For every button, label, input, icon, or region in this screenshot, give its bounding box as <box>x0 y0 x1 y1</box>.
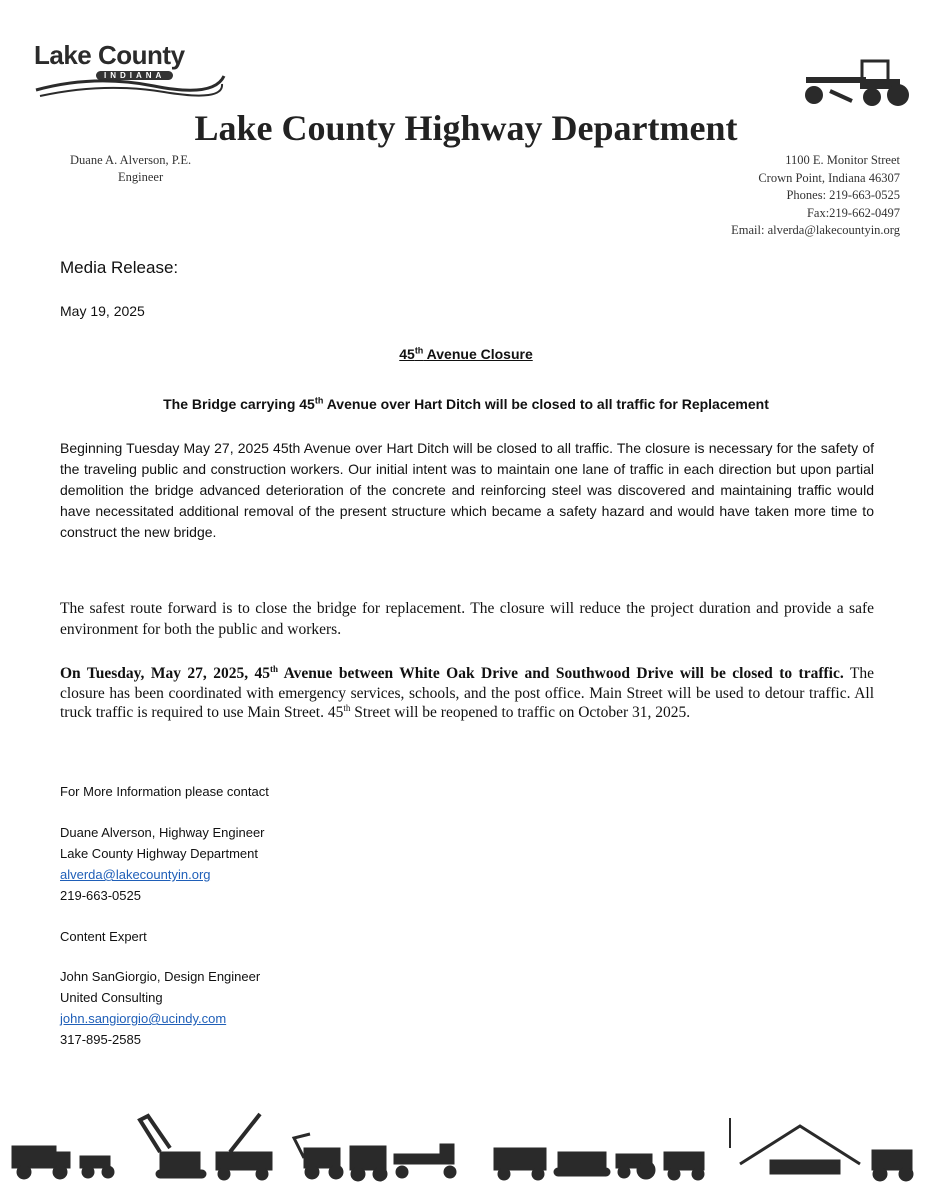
road-grader-icon <box>800 57 916 107</box>
contact-1-phone: 219-663-0525 <box>60 888 141 903</box>
logo-state: INDIANA <box>96 71 173 80</box>
contact-1-name: Duane Alverson, Highway Engineer <box>60 825 265 840</box>
engineer-name: Duane A. Alverson, P.E. <box>70 153 192 167</box>
contact-2 <box>60 966 260 1050</box>
logo-title: Lake County <box>34 40 185 70</box>
contact-2-name: John SanGiorgio, Design Engineer <box>60 969 261 984</box>
fax: Fax:219-662-0497 <box>806 205 900 220</box>
contact-1-email-link[interactable]: alverda@lakecountyin.org <box>60 867 211 882</box>
email: Email: alverda@lakecountyin.org <box>731 223 900 237</box>
lake-county-logo <box>34 40 229 100</box>
contact-2-org: United Consulting <box>60 990 163 1005</box>
media-release-label: Media Release: <box>60 258 179 277</box>
release-date: May 19, 2025 <box>60 303 145 319</box>
paragraph-1: Beginning Tuesday May 27, 2025 45th Avenue over Hart Ditch will be closed to all traffic. The closure is necessary for the safety of the traveling public and construction workers. Our initial intent was to maintain one lane of traffic in each direction but upon partial demolition the bridge advanced deterioration of the concrete and reinforcing steel was discovered and maintaining traffic would have necessitated additional removal of the present structure which became a safety hazard and would have taken more time to construct the new bridge. <box>60 440 874 540</box>
engineer-title: Engineer <box>118 170 164 184</box>
logo-swoosh-icon <box>34 70 229 102</box>
headline: 45th Avenue Closure <box>399 345 533 362</box>
contact-1-org: Lake County Highway Department <box>60 846 258 861</box>
engineer-block <box>70 152 191 186</box>
contact-1 <box>60 822 265 906</box>
contact-intro: For More Information please contact <box>60 784 269 799</box>
subheadline: The Bridge carrying 45th Avenue over Hart Ditch will be closed to all traffic for Replacement <box>163 395 769 412</box>
department-title: Lake County Highway Department <box>194 108 738 148</box>
address-block <box>731 152 900 240</box>
paragraph-2: The safest route forward is to close the bridge for replacement. The closure will reduce the project duration and provide a safe environment for both the public and workers. <box>60 600 874 638</box>
address-street: 1100 E. Monitor Street <box>785 153 900 167</box>
paragraph-3: On Tuesday, May 27, 2025, 45th Avenue between White Oak Drive and Southwood Drive will be closed to traffic. The closure has been coordinated with emergency services, schools, and the post office. Main Street will be used to detour traffic. All truck traffic is required to use Main Street. 45th Street will be reopened to traffic on October 31, 2025. <box>60 663 874 721</box>
contact-2-email-link[interactable]: john.sangiorgio@ucindy.com <box>60 1011 227 1026</box>
contact-2-phone: 317-895-2585 <box>60 1032 141 1047</box>
content-expert-label: Content Expert <box>60 929 147 944</box>
construction-equipment-border <box>10 1108 922 1188</box>
phones: Phones: 219-663-0525 <box>786 188 900 202</box>
address-city: Crown Point, Indiana 46307 <box>758 170 900 185</box>
